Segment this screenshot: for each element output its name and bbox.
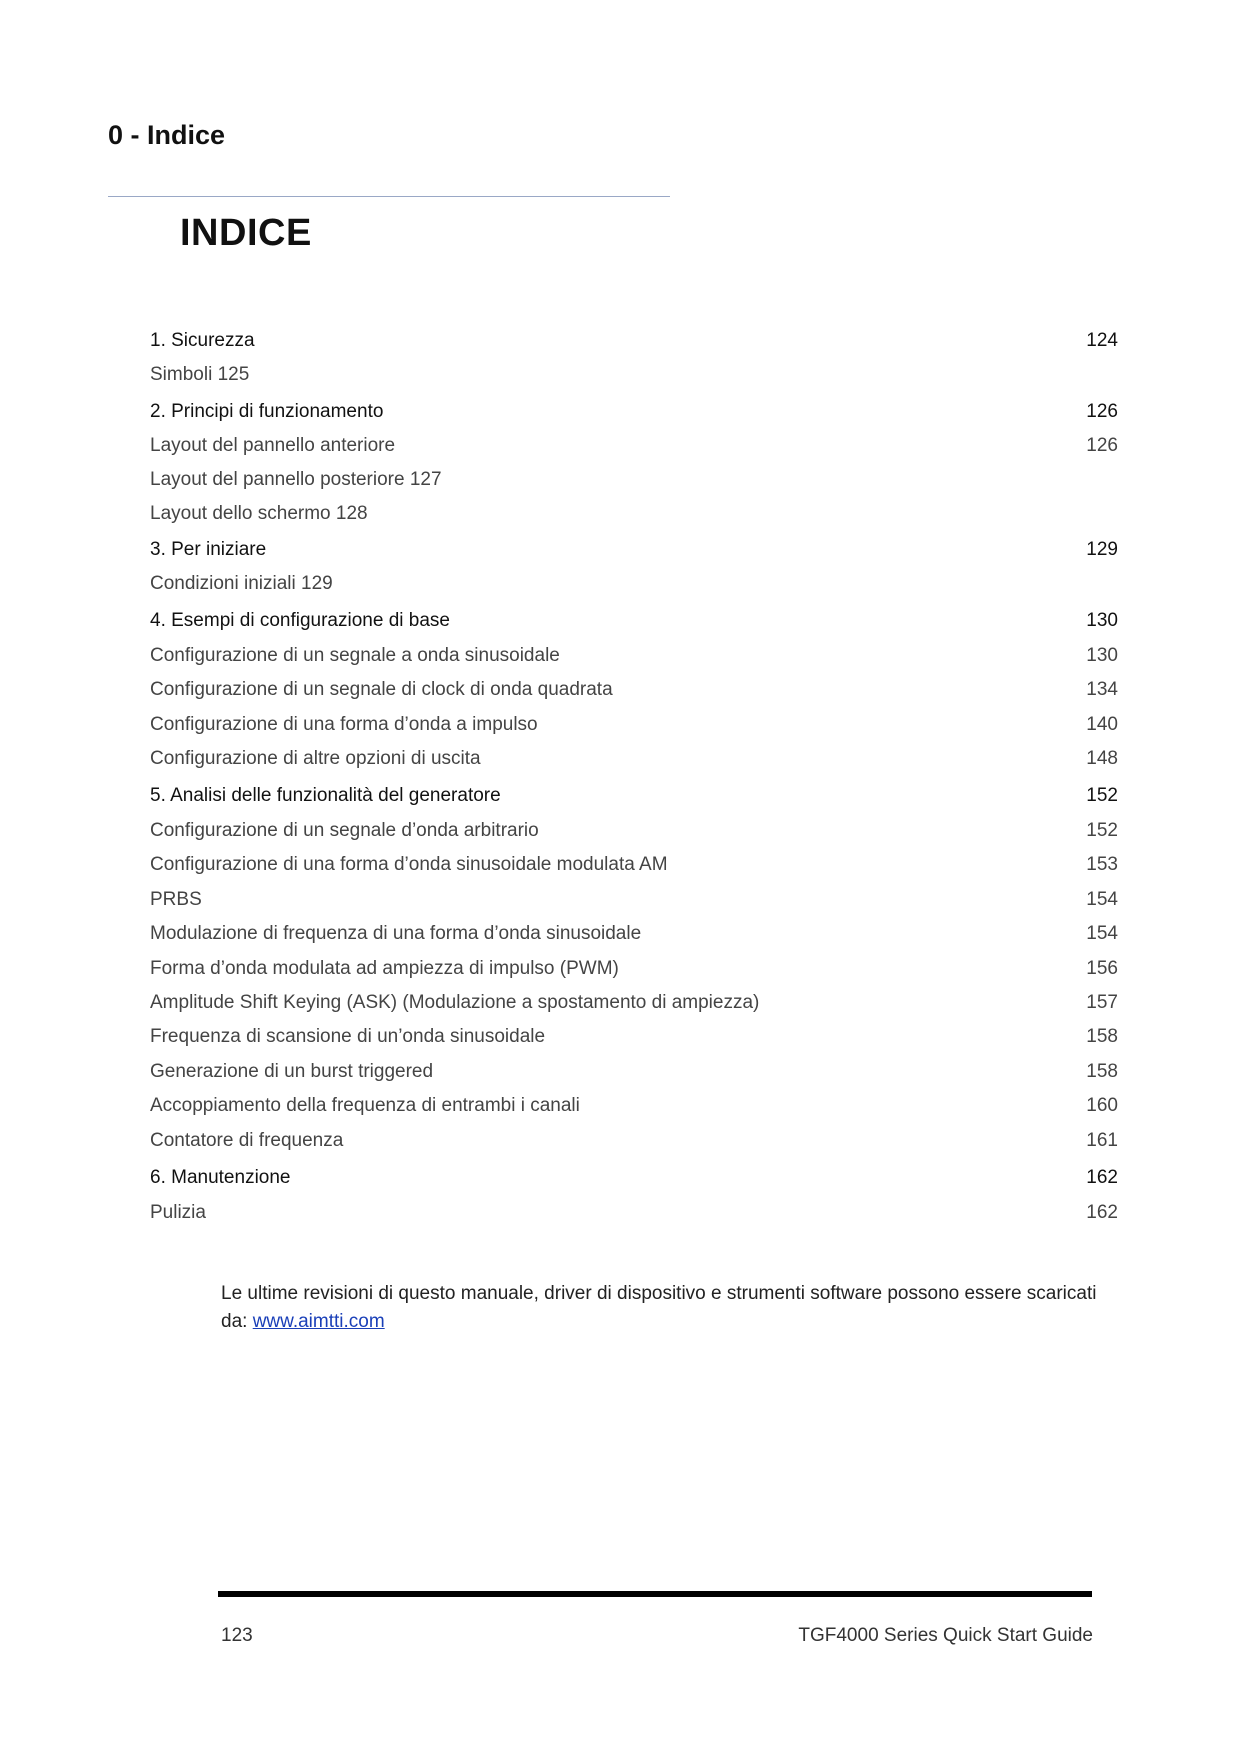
toc-entry[interactable]	[150, 710, 1118, 740]
toc-entry-label: Condizioni iniziali 129	[150, 573, 333, 594]
toc-entry-label: Frequenza di scansione di un’onda sinusoidale	[150, 1026, 546, 1047]
toc-chapter-entry[interactable]	[150, 606, 1118, 636]
toc-entry[interactable]	[150, 816, 1118, 846]
toc-entry[interactable]	[150, 465, 1118, 495]
toc-entry-page: 148	[1086, 748, 1118, 769]
toc-entry-page: 124	[1086, 330, 1118, 351]
toc-entry[interactable]	[150, 1126, 1118, 1156]
toc-entry-label: 4. Esempi di configurazione di base	[150, 610, 450, 631]
toc-entry-label: Configurazione di altre opzioni di uscita	[150, 748, 481, 769]
toc-entry[interactable]	[150, 988, 1118, 1018]
toc-entry-page: 153	[1086, 854, 1118, 875]
toc-entry[interactable]	[150, 360, 1118, 390]
toc-entry-page: 157	[1086, 992, 1118, 1013]
toc-entry-page: 158	[1086, 1026, 1118, 1047]
toc-entry-page: 130	[1086, 610, 1118, 631]
toc-entry-label: Configurazione di un segnale di clock di onda quadrata	[150, 679, 613, 700]
toc-entry-page: 152	[1086, 785, 1118, 806]
toc-entry[interactable]	[150, 919, 1118, 949]
toc-entry-page: 154	[1086, 923, 1118, 944]
toc-entry-label: Amplitude Shift Keying (ASK) (Modulazione a spostamento di ampiezza)	[150, 992, 760, 1013]
toc-entry-page: 126	[1086, 435, 1118, 456]
toc-entry-label: 6. Manutenzione	[150, 1167, 291, 1188]
toc-entry-label: Contatore di frequenza	[150, 1130, 344, 1151]
toc-chapter-entry[interactable]	[150, 1163, 1118, 1193]
toc-entry[interactable]	[150, 850, 1118, 880]
toc-entry[interactable]	[150, 1057, 1118, 1087]
toc-entry[interactable]	[150, 641, 1118, 671]
footer-page-number: 123	[221, 1625, 253, 1646]
toc-entry[interactable]	[150, 675, 1118, 705]
toc-chapter-entry[interactable]	[150, 535, 1118, 565]
toc-entry-label: Configurazione di un segnale d’onda arbitrario	[150, 820, 539, 841]
toc-chapter-entry[interactable]	[150, 781, 1118, 811]
toc-entry[interactable]	[150, 744, 1118, 774]
download-note	[221, 1280, 1101, 1336]
toc-entry-label: PRBS	[150, 889, 202, 910]
toc-entry-label: Accoppiamento della frequenza di entrambi i canali	[150, 1095, 580, 1116]
toc-entry-label: Pulizia	[150, 1202, 206, 1223]
header-divider	[108, 196, 670, 197]
footer-document-title: TGF4000 Series Quick Start Guide	[798, 1625, 1093, 1646]
toc-entry-label: 5. Analisi delle funzionalità del generatore	[150, 785, 501, 806]
toc-entry-page: 156	[1086, 958, 1118, 979]
toc-entry[interactable]	[150, 954, 1118, 984]
toc-entry-label: Layout del pannello posteriore 127	[150, 469, 442, 490]
toc-entry-label: Configurazione di un segnale a onda sinusoidale	[150, 645, 560, 666]
download-note-text: Le ultime revisioni di questo manuale, driver di dispositivo e strumenti software possono essere scaricati da:	[221, 1283, 1097, 1332]
toc-entry-page: 162	[1086, 1167, 1118, 1188]
toc-entry[interactable]	[150, 499, 1118, 529]
toc-entry[interactable]	[150, 885, 1118, 915]
toc-entry-page: 152	[1086, 820, 1118, 841]
toc-chapter-entry[interactable]	[150, 326, 1118, 356]
section-heading: 0 - Indice	[108, 120, 226, 150]
toc-entry-page: 140	[1086, 714, 1118, 735]
toc-entry[interactable]	[150, 569, 1118, 599]
toc-entry[interactable]	[150, 1022, 1118, 1052]
toc-entry-label: Modulazione di frequenza di una forma d’onda sinusoidale	[150, 923, 642, 944]
footer-divider	[218, 1591, 1092, 1597]
toc-entry-label: Forma d’onda modulata ad ampiezza di impulso (PWM)	[150, 958, 619, 979]
toc-entry-page: 130	[1086, 645, 1118, 666]
toc-entry-label: 3. Per iniziare	[150, 539, 267, 560]
toc-entry-page: 129	[1086, 539, 1118, 560]
toc-entry-label: Generazione di un burst triggered	[150, 1061, 434, 1082]
toc-entry-label: Simboli 125	[150, 364, 250, 385]
toc-entry-label: 2. Principi di funzionamento	[150, 401, 384, 422]
page-title: INDICE	[180, 212, 312, 254]
toc-entry-page: 134	[1086, 679, 1118, 700]
toc-entry-label: Configurazione di una forma d’onda a impulso	[150, 714, 538, 735]
toc-entry-page: 158	[1086, 1061, 1118, 1082]
toc-entry[interactable]	[150, 431, 1118, 461]
toc-entry[interactable]	[150, 1198, 1118, 1228]
toc-entry-page: 162	[1086, 1202, 1118, 1223]
toc-entry-page: 154	[1086, 889, 1118, 910]
toc-entry-label: Layout del pannello anteriore	[150, 435, 396, 456]
toc-chapter-entry[interactable]	[150, 397, 1118, 427]
website-link[interactable]: www.aimtti.com	[252, 1311, 385, 1332]
toc-entry-label: Layout dello schermo 128	[150, 503, 368, 524]
toc-entry[interactable]	[150, 1091, 1118, 1121]
toc-entry-page: 161	[1086, 1130, 1118, 1151]
toc-entry-page: 126	[1086, 401, 1118, 422]
toc-entry-label: Configurazione di una forma d’onda sinusoidale modulata AM	[150, 854, 668, 875]
toc-entry-page: 160	[1086, 1095, 1118, 1116]
toc-entry-label: 1. Sicurezza	[150, 330, 255, 351]
